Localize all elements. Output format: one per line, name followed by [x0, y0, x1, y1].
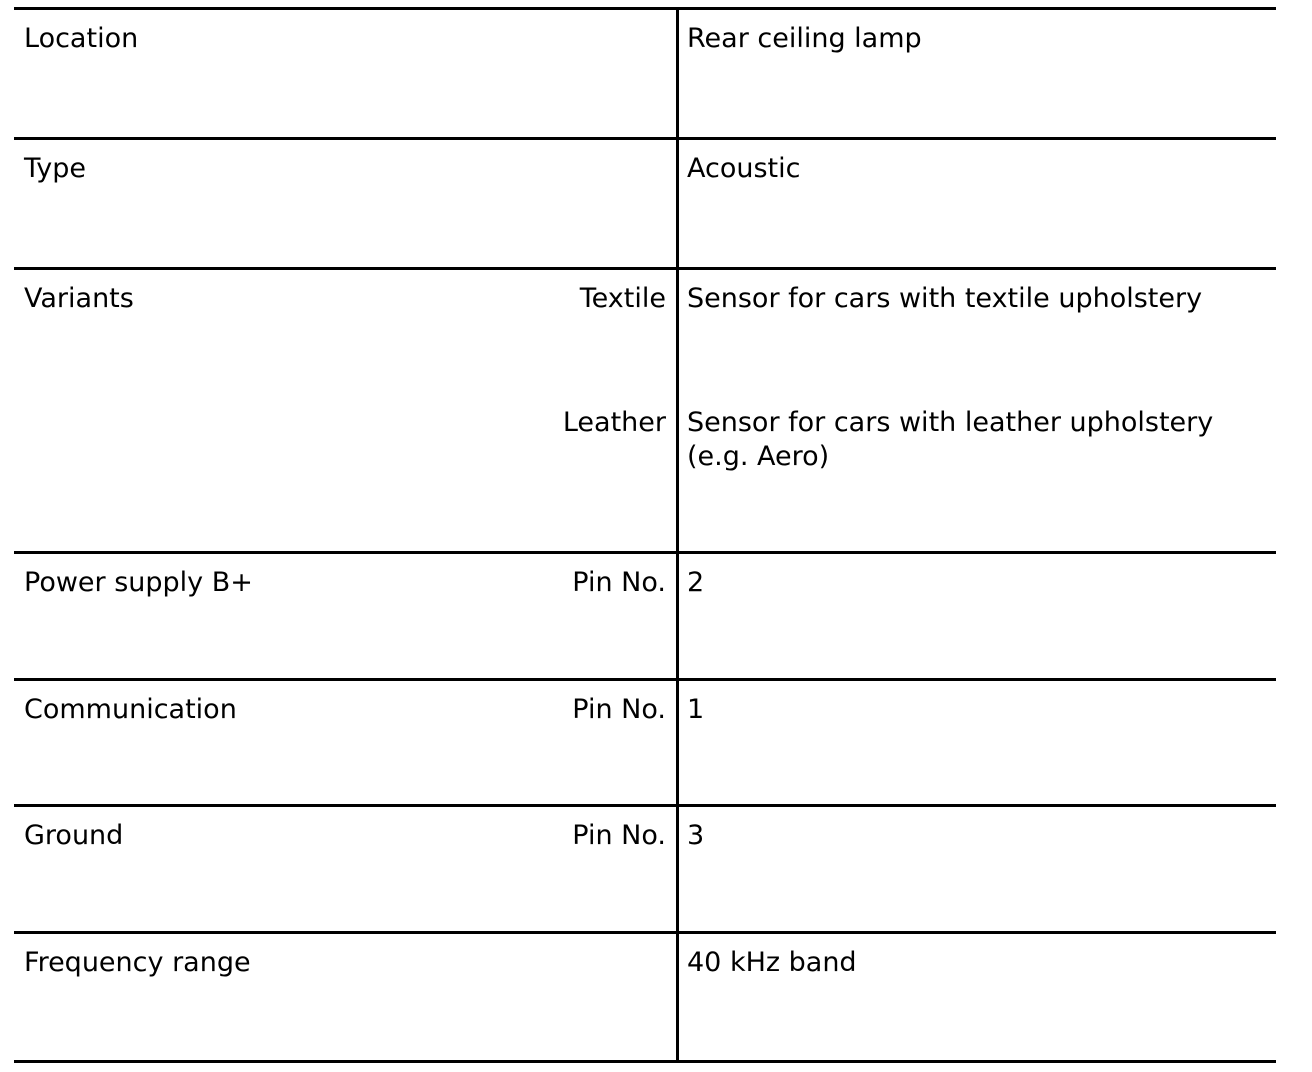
variant-leather-label: Leather — [562, 407, 666, 438]
variants-label: Variants — [24, 283, 134, 314]
variant-textile-label: Textile — [579, 283, 666, 314]
type-value: Acoustic — [687, 153, 801, 184]
frequency-range-value: 40 kHz band — [687, 947, 857, 978]
communication-label: Communication — [24, 694, 237, 725]
power-supply-value: 2 — [687, 567, 705, 598]
variant-leather-value-line1: Sensor for cars with leather upholstery — [687, 407, 1214, 438]
spec-table — [14, 7, 1276, 1063]
location-label: Location — [24, 23, 139, 54]
variant-textile-value: Sensor for cars with textile upholstery — [687, 283, 1203, 314]
column-divider — [676, 140, 679, 267]
power-supply-pin-label: Pin No. — [572, 567, 666, 598]
table-row-type — [14, 140, 1276, 270]
table-row-frequency-range — [14, 934, 1276, 1063]
table-row-communication — [14, 681, 1276, 807]
variant-leather-value-line2: (e.g. Aero) — [687, 441, 830, 472]
ground-value: 3 — [687, 820, 705, 851]
column-divider — [676, 807, 679, 931]
ground-label: Ground — [24, 820, 124, 851]
column-divider — [676, 934, 679, 1060]
communication-value: 1 — [687, 694, 705, 725]
column-divider — [676, 554, 679, 678]
column-divider — [676, 270, 679, 551]
type-label: Type — [24, 153, 87, 184]
frequency-range-label: Frequency range — [24, 947, 251, 978]
location-value: Rear ceiling lamp — [687, 23, 922, 54]
column-divider — [676, 681, 679, 804]
table-row-variants — [14, 270, 1276, 554]
ground-pin-label: Pin No. — [572, 820, 666, 851]
table-row-power-supply — [14, 554, 1276, 681]
table-row-ground — [14, 807, 1276, 934]
table-row-location — [14, 10, 1276, 140]
communication-pin-label: Pin No. — [572, 694, 666, 725]
power-supply-label: Power supply B+ — [24, 567, 253, 598]
column-divider — [676, 10, 679, 137]
